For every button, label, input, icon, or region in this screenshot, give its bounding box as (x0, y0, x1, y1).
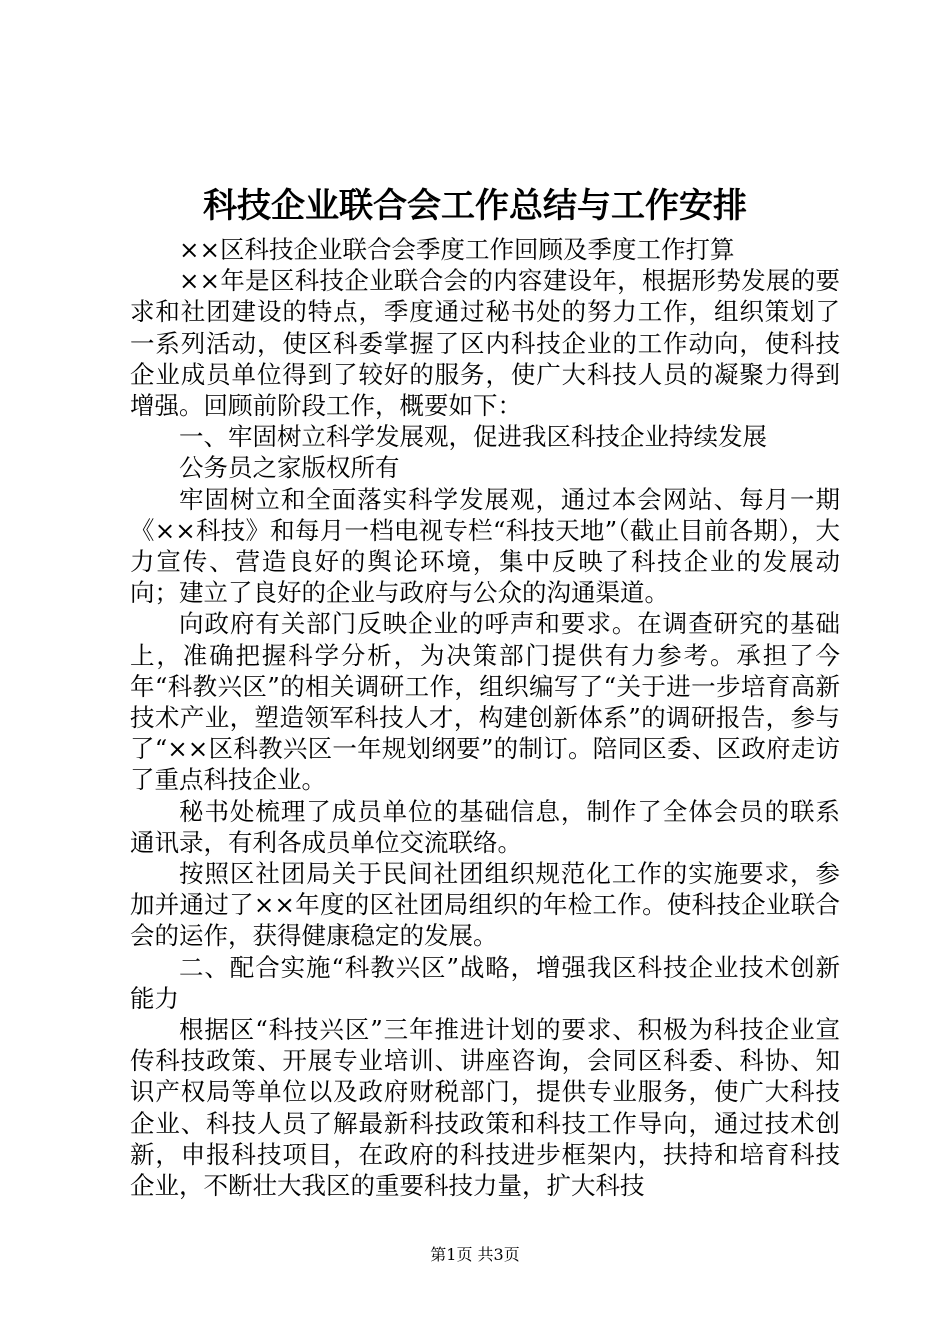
page-footer: 第1页 共3页 (430, 1245, 520, 1264)
paragraph: 牢固树立和全面落实科学发展观，通过本会网站、每月一期《××科技》和每月一档电视专栏“科技天地”（截止目前各期），大力宣传、营造良好的舆论环境，集中反映了科技企业的发展动向；建立了良好的企业与政府与公众的沟通渠道。 (130, 484, 840, 608)
section-heading: 一、牢固树立科学发展观，促进我区科技企业持续发展 (179, 422, 767, 452)
paragraph: ××年是区科技企业联合会的内容建设年，根据形势发展的要求和社团建设的特点，季度通过秘书处的努力工作，组织策划了一系列活动，使区科委掌握了区内科技企业的工作动向，使科技企业成员单位得到了较好的服务，使广大科技人员的凝聚力得到增强。回顾前阶段工作，概要如下： (130, 266, 840, 421)
paragraph: 秘书处梳理了成员单位的基础信息，制作了全体会员的联系通讯录，有利各成员单位交流联络。 (130, 796, 840, 857)
document-body (130, 234, 840, 1201)
paragraph: 公务员之家版权所有 (179, 453, 400, 483)
paragraph: 根据区“科技兴区”三年推进计划的要求、积极为科技企业宣传科技政策、开展专业培训、讲座咨询，会同区科委、科协、知识产权局等单位以及政府财税部门，提供专业服务，使广大科技企业、科技人员了解最新科技政策和科技工作导向，通过技术创新，申报科技项目，在政府的科技进步框架内，扶持和培育科技企业，不断壮大我区的重要科技力量，扩大科技 (130, 1015, 840, 1201)
paragraph: 按照区社团局关于民间社团组织规范化工作的实施要求，参加并通过了××年度的区社团局组织的年检工作。使科技企业联合会的运作，获得健康稳定的发展。 (130, 859, 840, 951)
section-heading: 二、配合实施“科教兴区”战略，增强我区科技企业技术创新能力 (130, 952, 840, 1013)
document-title: 科技企业联合会工作总结与工作安排 (203, 186, 747, 226)
paragraph: 向政府有关部门反映企业的呼声和要求。在调查研究的基础上，准确把握科学分析，为决策部门提供有力参考。承担了今年“科教兴区”的相关调研工作，组织编写了“关于进一步培育高新技术产业，塑造领军科技人才，构建创新体系”的调研报告，参与了“××区科教兴区一年规划纲要”的制订。陪同区委、区政府走访了重点科技企业。 (130, 609, 840, 795)
paragraph-subtitle: ××区科技企业联合会季度工作回顾及季度工作打算 (179, 235, 735, 264)
